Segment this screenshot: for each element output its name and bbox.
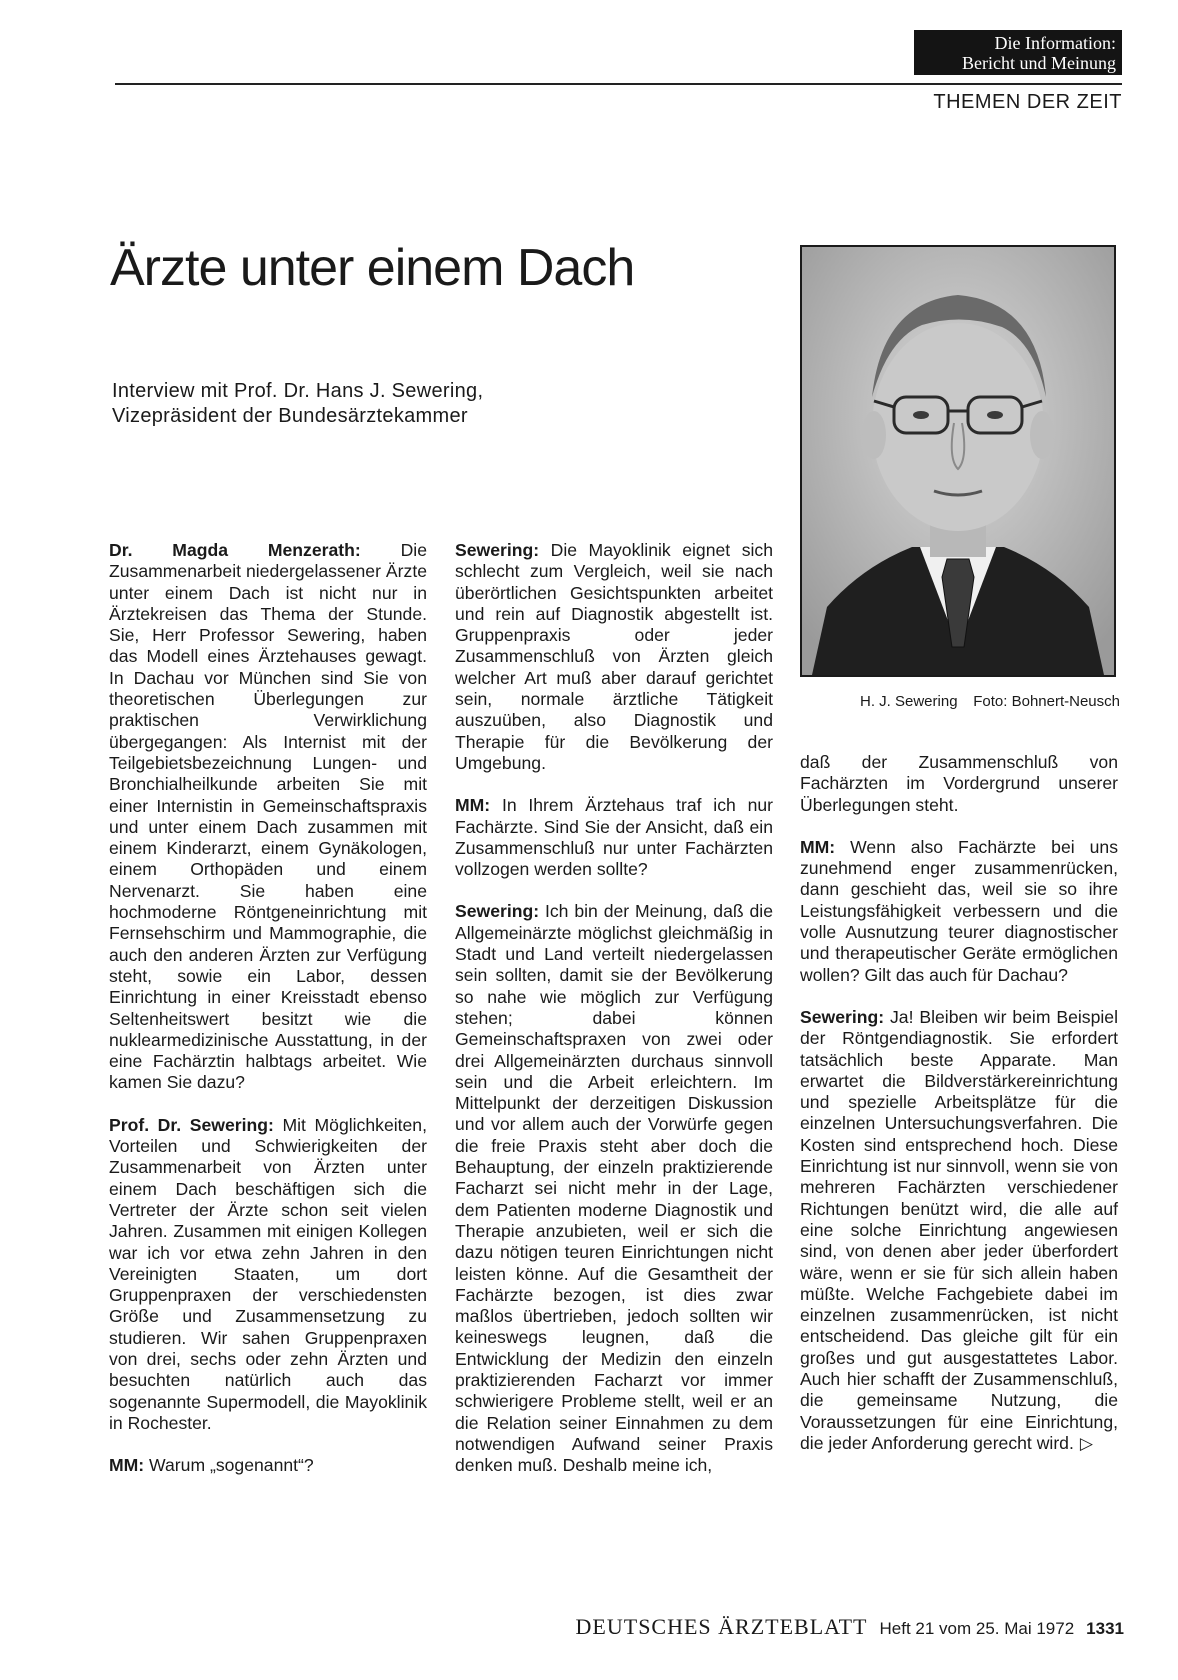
paragraph-text: Warum „sogenannt“? (144, 1455, 314, 1476)
section-label: THEMEN DER ZEIT (933, 91, 1122, 113)
paragraph (455, 540, 773, 774)
paragraph (800, 1007, 1118, 1454)
speaker-label: Dr. Magda Menzerath: (109, 540, 361, 560)
paragraph-text: Mit Möglichkeiten, Vorteilen und Schwierigkeiten der Zusammenarbeit von Ärzten unter einem Dach beschäftigen sich die Vertreter der Ärzte schon seit vielen Jahren. Zusammen mit einigen Kollegen war ich vor etwa zehn Jahren in den Vereinigten Staaten, um dort Gruppenpraxen der verschiedensten Größe und Zusammensetzung zu studieren. Wir sahen Gruppenpraxen von drei, sechs oder zehn Ärzten und besuchten natürlich auch das sogenannte Supermodell, die Mayoklinik in Rochester. (109, 1114, 427, 1433)
paragraph (800, 837, 1118, 986)
portrait-photo (800, 245, 1116, 677)
paragraph (109, 540, 427, 1094)
speaker-label: MM: (800, 836, 836, 857)
paragraph-text: In Ihrem Ärztehaus traf ich nur Fachärzte. Sind Sie der Ansicht, daß ein Zusammenschluß nur unter Fachärzten vollzogen werden sollte? (455, 795, 773, 880)
speaker-label: Sewering: (800, 1006, 885, 1027)
speaker-label: Prof. Dr. Sewering: (109, 1114, 274, 1135)
paragraph-text: Die Zusammenarbeit niedergelassener Ärzte unter einem Dach ist nicht nur in Ärztekreisen das Thema der Stunde. Sie, Herr Professor Sewering, haben das Modell eines Ärztehauses gewagt. In Dachau vor München sind Sie von theoretischen Überlegungen zur praktischen Verwirklichung übergegangen: Als Internist mit der Teilgebietsbezeichnung Lungen- und Bronchialheilkunde arbeiten Sie mit einer Internistin in Gemeinschaftspraxis und unter einem Dach zusammen mit einem Kinderarzt, einem Gynäkologen, einem Orthopäden und einem Nervenarzt. Sie haben eine hochmoderne Röntgeneinrichtung mit Fernsehschirm und Mammographie, die auch den anderen Ärzten zur Verfügung steht, sowie ein Labor, dessen Einrichtung in einer Kreisstadt ebenso Seltenheitswert besitzt wie die nuklearmedizinische Ausstattung, in der eine Fachärztin halbtags arbeitet. Wie kamen Sie dazu? (109, 540, 427, 1093)
article-column-2 (455, 540, 773, 1497)
speaker-label: MM: (455, 795, 491, 816)
paragraph-text: daß der Zusammenschluß von Fachärzten im Vordergrund unserer Überlegungen steht. (800, 752, 1118, 815)
header-rule (115, 83, 1122, 85)
speaker-label: MM: (109, 1455, 145, 1476)
article-column-1 (109, 540, 427, 1497)
paragraph (455, 901, 773, 1476)
speaker-label: Sewering: (455, 540, 540, 560)
paragraph-text: Die Mayoklinik eignet sich schlecht zum Vergleich, weil sie nach überörtlichen Gesichtspunkten arbeitet und rein auf Diagnostik abgestellt ist. Gruppenpraxis oder jeder Zusammenschluß von Ärzten gleich welcher Art muß aber darauf gerichtet sein, normale ärztliche Tätigkeit auszuüben, also Diagnostik und Therapie für die Bevölkerung der Umgebung. (455, 540, 773, 773)
speaker-label: Sewering: (455, 901, 540, 922)
photo-caption-name: H. J. Sewering (860, 693, 958, 710)
portrait-illustration (802, 247, 1114, 675)
subtitle-line-1: Interview mit Prof. Dr. Hans J. Sewering, (112, 380, 484, 402)
continue-arrow-icon: ▷ (1079, 1433, 1093, 1453)
article-subtitle (112, 379, 483, 429)
journal-name: DEUTSCHES ÄRZTEBLATT (575, 1614, 868, 1639)
subtitle-line-2: Vizepräsident der Bundesärztekammer (112, 405, 468, 427)
paragraph-text: Ja! Bleiben wir beim Beispiel der Röntgendiagnostik. Sie erfordert tatsächlich beste Apparate. Man erwartet die Bildverstärkereinrichtung und spezielle Arbeitsplätze für die einzelnen Untersuchungsverfahren. Die Kosten sind entsprechend hoch. Diese Einrichtung ist nur sinnvoll, wenn sie von mehreren Fachärzten verschiedener Richtungen benützt wird, die alle auf eine solche Einrichtung angewiesen sind, von denen aber jeder überfordert wäre, wenn er sie für sich allein haben müßte. Welche Fachgebiete dabei im einzelnen zusammenrücken, ist nicht entscheidend. Das gleiche gilt für ein großes und gut ausgestattetes Labor. Auch hier schafft der Zusammenschluß, die gemeinsame Nutzung, die Voraussetzungen für eine Einrichtung, die jeder Anforderung gerecht wird. (800, 1006, 1118, 1453)
page-footer (510, 1614, 1124, 1640)
article-title: Ärzte unter einem Dach (110, 239, 635, 297)
article-column-3 (800, 752, 1118, 1475)
paragraph-text: Ich bin der Meinung, daß die Allgemeinärzte möglichst gleichmäßig in Stadt und Land verteilt niedergelassen sein sollten, damit sie der Bevölkerung so nahe wie möglich zur Verfügung stehen; dabei können Gemeinschaftspraxen von zwei oder drei Allgemeinärzten durchaus sinnvoll sein und die Arbeit erleichtern. Im Mittelpunkt der derzeitigen Diskussion und vor allem auch der Vorwürfe gegen die freie Praxis steht aber doch die Behauptung, der einzeln praktizierende Facharzt sei nicht mehr in der Lage, dem Patienten moderne Diagnostik und Therapie anzubieten, weil er sich die dazu nötigen teuren Einrichtungen nicht leisten könne. Auf die Gesamtheit der Fachärzte bezogen, ist dies zwar maßlos übertrieben, jedoch sollten wir keineswegs leugnen, daß die Entwicklung der Medizin den einzeln praktizierenden Facharzt vor immer schwierigere Probleme stellt, weil er an die Relation seiner Einnahmen zu dem notwendigen Aufwand seiner Praxis denken muß. Deshalb meine ich, (455, 901, 773, 1476)
badge-line-2: Bericht und Meinung (962, 53, 1116, 73)
issue-info: Heft 21 vom 25. Mai 1972 (879, 1619, 1075, 1638)
badge-line-1: Die Information: (994, 33, 1116, 53)
paragraph-text: Wenn also Fachärzte bei uns zunehmend enger zusammenrücken, dann geschieht das, weil sie so ihre Leistungsfähigkeit verbessern und die volle Ausnutzung teurer diagnostischer und therapeutischer Geräte ermöglichen wollen? Gilt das auch für Dachau? (800, 836, 1118, 985)
section-badge (914, 30, 1122, 75)
paragraph (455, 795, 773, 880)
page-number: 1331 (1086, 1619, 1124, 1638)
paragraph (800, 752, 1118, 816)
photo-caption-credit: Foto: Bohnert-Neusch (973, 693, 1120, 710)
paragraph (109, 1115, 427, 1434)
paragraph (109, 1455, 427, 1476)
